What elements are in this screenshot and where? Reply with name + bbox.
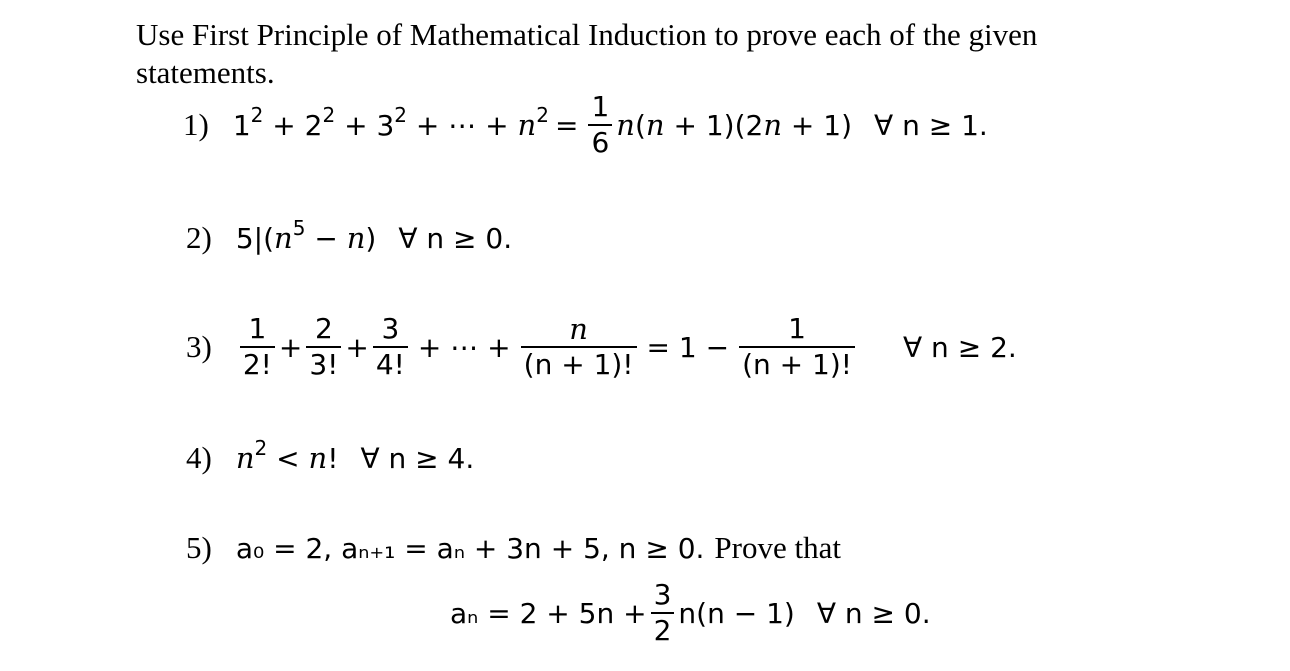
fraction: [651, 578, 675, 648]
fraction-denominator: 3!: [309, 348, 339, 381]
statement-condition: ∀ n ≥ 0.: [398, 221, 513, 255]
statement-5-claim: [450, 578, 931, 648]
fraction: [373, 312, 408, 382]
fraction-denominator: 2: [653, 614, 672, 647]
statement-condition: ∀ n ≥ 0.: [816, 596, 931, 630]
fraction-numerator: 1: [788, 312, 806, 345]
fraction-denominator: (n + 1)!: [523, 348, 634, 381]
fraction-numerator: 1: [591, 90, 610, 123]
prove-that-text: Prove that: [714, 530, 841, 565]
fraction-numerator: 3: [381, 312, 400, 345]
statement-4: [186, 436, 475, 476]
statement-number: 4): [186, 440, 212, 475]
fraction-denominator: 6: [591, 126, 610, 159]
statement-3: 3) $\frac{1}{2!}$ + $\frac{2}{3!}$ + $\frac{3}{4!}$ + ⋯ + $\frac{n}{(n + 1)!}$ = 1 − $\frac{1}{(n + 1)!}$ ∀ n ≥ 2.: [186, 312, 1017, 381]
statement-number: 2): [186, 220, 212, 255]
statement-number: 3): [186, 329, 212, 364]
statement-rhs: n(n + 1)(2n + 1): [616, 108, 853, 142]
statement-condition: ∀ n ≥ 2.: [903, 330, 1017, 364]
fraction-denominator: (n + 1)!: [742, 348, 852, 381]
fraction-numerator: 2: [314, 312, 333, 345]
equals-sign: =: [554, 108, 579, 142]
statement-2: [186, 216, 513, 256]
fraction-numerator: 1: [248, 312, 267, 345]
claim-rhs: n(n − 1): [678, 596, 795, 630]
fraction: [588, 90, 612, 160]
statement-condition: ∀ n ≥ 1.: [874, 108, 988, 142]
ellipsis-sum: + ⋯ +: [417, 330, 511, 364]
statement-5: [186, 530, 841, 566]
statement-1: [183, 90, 988, 160]
fraction: [306, 312, 341, 382]
instructions: Use First Principle of Mathematical Induction to prove each of the given statements.: [136, 17, 1038, 90]
claim-lhs: aₙ = 2 + 5n +: [450, 596, 647, 630]
statement-number: 1): [183, 107, 209, 142]
equals-one-minus: = 1 −: [646, 330, 730, 364]
fraction-denominator: 2!: [242, 348, 272, 381]
fraction: [240, 312, 275, 382]
statement-condition: ∀ n ≥ 4.: [360, 441, 475, 475]
statement-expression: $5|(n^5 - n)$: [235, 216, 377, 255]
fraction-denominator: 4!: [375, 348, 405, 381]
general-term-fraction: [521, 312, 637, 382]
recurrence-definition: a₀ = 2, aₙ₊₁ = aₙ + 3n + 5, n ≥ 0.: [235, 531, 705, 565]
statement-lhs: $1^2 + 2^2 + 3^2$ + ⋯ + $n^2$: [232, 103, 549, 142]
fraction-numerator: 3: [653, 578, 672, 611]
statement-expression: $n^2 < n$!: [235, 436, 339, 475]
fraction-numerator: n: [569, 312, 588, 346]
fraction: [739, 312, 855, 382]
statement-number: 5): [186, 530, 212, 565]
